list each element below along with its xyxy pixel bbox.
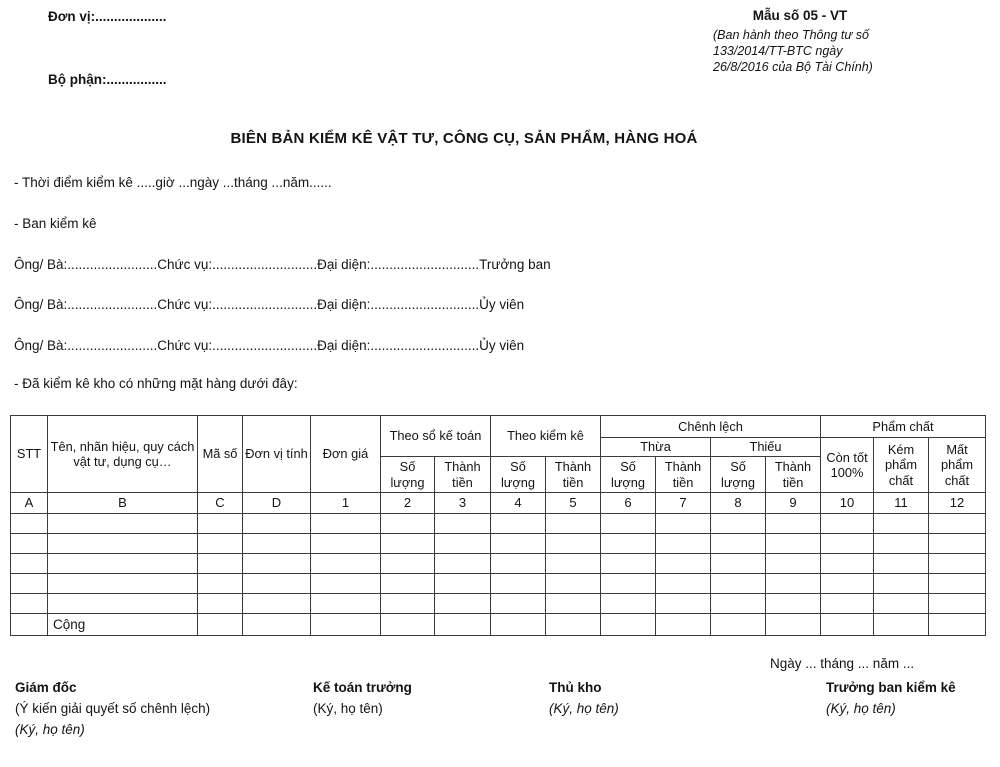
table-cell [491, 534, 546, 554]
table-cell: C [198, 493, 243, 514]
inspection-board-line: - Ban kiểm kê [14, 216, 97, 231]
table-row [11, 554, 986, 574]
table-cell [766, 514, 821, 534]
column-key-row [11, 493, 986, 514]
table-cell [11, 614, 48, 636]
col-header-difference: Chênh lệch [601, 416, 821, 438]
signature-storekeeper [549, 678, 619, 720]
table-cell [11, 534, 48, 554]
table-cell [601, 554, 656, 574]
inventory-table [10, 415, 986, 636]
table-cell [311, 614, 381, 636]
table-cell [929, 614, 986, 636]
table-cell [491, 554, 546, 574]
table-cell [929, 554, 986, 574]
table-cell [546, 574, 601, 594]
table-cell [874, 534, 929, 554]
table-cell [874, 594, 929, 614]
col-header-shortage: Thiếu [711, 438, 821, 457]
table-cell [656, 554, 711, 574]
col-header-qty: Số lượng [381, 457, 435, 493]
table-cell [874, 554, 929, 574]
table-cell [929, 514, 986, 534]
table-cell [601, 574, 656, 594]
signature-note: (Ý kiến giải quyết số chênh lệch) [15, 700, 211, 716]
table-cell: 2 [381, 493, 435, 514]
page-title: BIÊN BẢN KIỂM KÊ VẬT TƯ, CÔNG CỤ, SẢN PHẨM, HÀNG HOÁ [230, 130, 698, 147]
signature-sub: (Ký, họ tên) [313, 700, 383, 716]
table-cell [48, 594, 198, 614]
table-cell [48, 554, 198, 574]
inventory-table-body [11, 493, 986, 636]
signature-chief-accountant [313, 678, 412, 720]
col-header-good: Còn tốt 100% [821, 438, 874, 493]
table-cell [381, 554, 435, 574]
table-cell [766, 534, 821, 554]
table-cell [198, 614, 243, 636]
table-cell [711, 614, 766, 636]
table-cell [711, 574, 766, 594]
table-cell [243, 594, 311, 614]
total-row [11, 614, 986, 636]
table-cell [243, 514, 311, 534]
col-header-book: Theo sổ kế toán [381, 416, 491, 457]
table-cell [435, 534, 491, 554]
signature-title: Giám đốc [15, 680, 77, 695]
table-cell [381, 574, 435, 594]
table-cell [821, 574, 874, 594]
table-cell [711, 514, 766, 534]
table-cell [546, 554, 601, 574]
col-header-lost: Mất phẩm chất [929, 438, 986, 493]
table-cell [491, 574, 546, 594]
table-cell [711, 554, 766, 574]
table-cell [546, 534, 601, 554]
table-cell [656, 574, 711, 594]
table-cell [929, 594, 986, 614]
table-cell [11, 514, 48, 534]
table-cell [656, 594, 711, 614]
table-cell [198, 594, 243, 614]
unit-field: Đơn vị:................... [48, 9, 167, 24]
table-cell [874, 574, 929, 594]
table-cell [766, 614, 821, 636]
table-cell [491, 514, 546, 534]
table-cell: 7 [656, 493, 711, 514]
table-cell [311, 554, 381, 574]
total-label-cell: Cộng [48, 614, 198, 636]
table-cell [11, 554, 48, 574]
table-cell: 10 [821, 493, 874, 514]
signature-sub: (Ký, họ tên) [549, 700, 619, 716]
inspection-time-line: - Thời điểm kiểm kê .....giờ ...ngày ...tháng ...năm...... [14, 175, 332, 190]
table-cell: 3 [435, 493, 491, 514]
table-cell [311, 534, 381, 554]
table-cell: 5 [546, 493, 601, 514]
table-cell [435, 614, 491, 636]
table-cell [929, 534, 986, 554]
col-header-code: Mã số [198, 416, 243, 493]
form-issuance-note: (Ban hành theo Thông tư số 133/2014/TT-BTC ngày 26/8/2016 của Bộ Tài Chính) [713, 28, 873, 74]
board-member-line: Ông/ Bà:........................Chức vụ:............................Đại diện:.............................Ủy viên [14, 297, 525, 312]
table-cell [546, 514, 601, 534]
col-header-poor: Kém phẩm chất [874, 438, 929, 493]
table-cell: 8 [711, 493, 766, 514]
table-cell: 9 [766, 493, 821, 514]
table-cell [381, 514, 435, 534]
signature-title: Kế toán trưởng [313, 680, 412, 695]
col-header-amount: Thành tiền [766, 457, 821, 493]
table-row [11, 534, 986, 554]
table-cell [874, 614, 929, 636]
signature-title: Thủ kho [549, 680, 602, 695]
table-cell [381, 594, 435, 614]
table-cell [766, 594, 821, 614]
col-header-name: Tên, nhãn hiệu, quy cách vật tư, dụng cụ… [48, 416, 198, 493]
table-cell [766, 554, 821, 574]
table-cell [656, 614, 711, 636]
table-cell [198, 534, 243, 554]
table-cell [311, 574, 381, 594]
col-header-surplus: Thừa [601, 438, 711, 457]
table-cell [435, 594, 491, 614]
board-member-line: Ông/ Bà:........................Chức vụ:............................Đại diện:.............................Ủy viên [14, 338, 525, 353]
table-cell: 11 [874, 493, 929, 514]
table-cell: 12 [929, 493, 986, 514]
signature-director [15, 678, 210, 741]
table-cell [656, 534, 711, 554]
signature-title: Trưởng ban kiểm kê [826, 680, 956, 695]
table-cell [311, 594, 381, 614]
table-cell [243, 574, 311, 594]
table-cell [821, 514, 874, 534]
table-cell [48, 534, 198, 554]
signature-sub: (Ký, họ tên) [826, 700, 896, 716]
table-cell [874, 514, 929, 534]
table-cell [546, 614, 601, 636]
table-cell [601, 614, 656, 636]
table-cell [11, 574, 48, 594]
table-cell: D [243, 493, 311, 514]
department-field: Bộ phận:................ [48, 72, 167, 87]
table-cell [381, 534, 435, 554]
table-cell [491, 614, 546, 636]
col-header-qty: Số lượng [601, 457, 656, 493]
table-cell [48, 574, 198, 594]
table-cell [11, 594, 48, 614]
table-cell [766, 574, 821, 594]
col-header-amount: Thành tiền [656, 457, 711, 493]
inventory-intro-line: - Đã kiểm kê kho có những mặt hàng dưới đây: [14, 376, 298, 391]
col-header-qty: Số lượng [711, 457, 766, 493]
date-line: Ngày ... tháng ... năm ... [770, 656, 915, 671]
table-cell [711, 534, 766, 554]
table-cell [243, 554, 311, 574]
col-header-unit: Đơn vị tính [243, 416, 311, 493]
table-cell [601, 514, 656, 534]
table-cell [929, 574, 986, 594]
table-cell [821, 534, 874, 554]
table-cell [48, 514, 198, 534]
table-cell [546, 594, 601, 614]
table-cell [821, 594, 874, 614]
table-cell: B [48, 493, 198, 514]
table-cell [435, 554, 491, 574]
table-cell [491, 594, 546, 614]
signature-sub: (Ký, họ tên) [15, 721, 85, 737]
table-cell [656, 514, 711, 534]
table-cell: 1 [311, 493, 381, 514]
table-cell [711, 594, 766, 614]
table-row [11, 514, 986, 534]
table-cell [198, 514, 243, 534]
table-cell [601, 594, 656, 614]
col-header-qty: Số lượng [491, 457, 546, 493]
col-header-amount: Thành tiền [546, 457, 601, 493]
table-cell [435, 574, 491, 594]
table-row [11, 594, 986, 614]
form-number: Mẫu số 05 - VT [752, 8, 848, 23]
table-cell: A [11, 493, 48, 514]
table-cell: 4 [491, 493, 546, 514]
table-cell [435, 514, 491, 534]
table-cell: 6 [601, 493, 656, 514]
table-cell [821, 554, 874, 574]
table-row [11, 574, 986, 594]
table-cell [243, 534, 311, 554]
signature-inspection-head [826, 678, 956, 720]
col-header-quality: Phẩm chất [821, 416, 986, 438]
board-member-line: Ông/ Bà:........................Chức vụ:............................Đại diện:.............................Trưởng ban [14, 257, 551, 272]
table-cell [381, 614, 435, 636]
table-cell [311, 514, 381, 534]
table-cell [243, 614, 311, 636]
table-cell [821, 614, 874, 636]
table-cell [198, 574, 243, 594]
table-cell [601, 534, 656, 554]
table-cell [198, 554, 243, 574]
col-header-actual: Theo kiểm kê [491, 416, 601, 457]
col-header-stt: STT [11, 416, 48, 493]
col-header-price: Đơn giá [311, 416, 381, 493]
col-header-amount: Thành tiền [435, 457, 491, 493]
